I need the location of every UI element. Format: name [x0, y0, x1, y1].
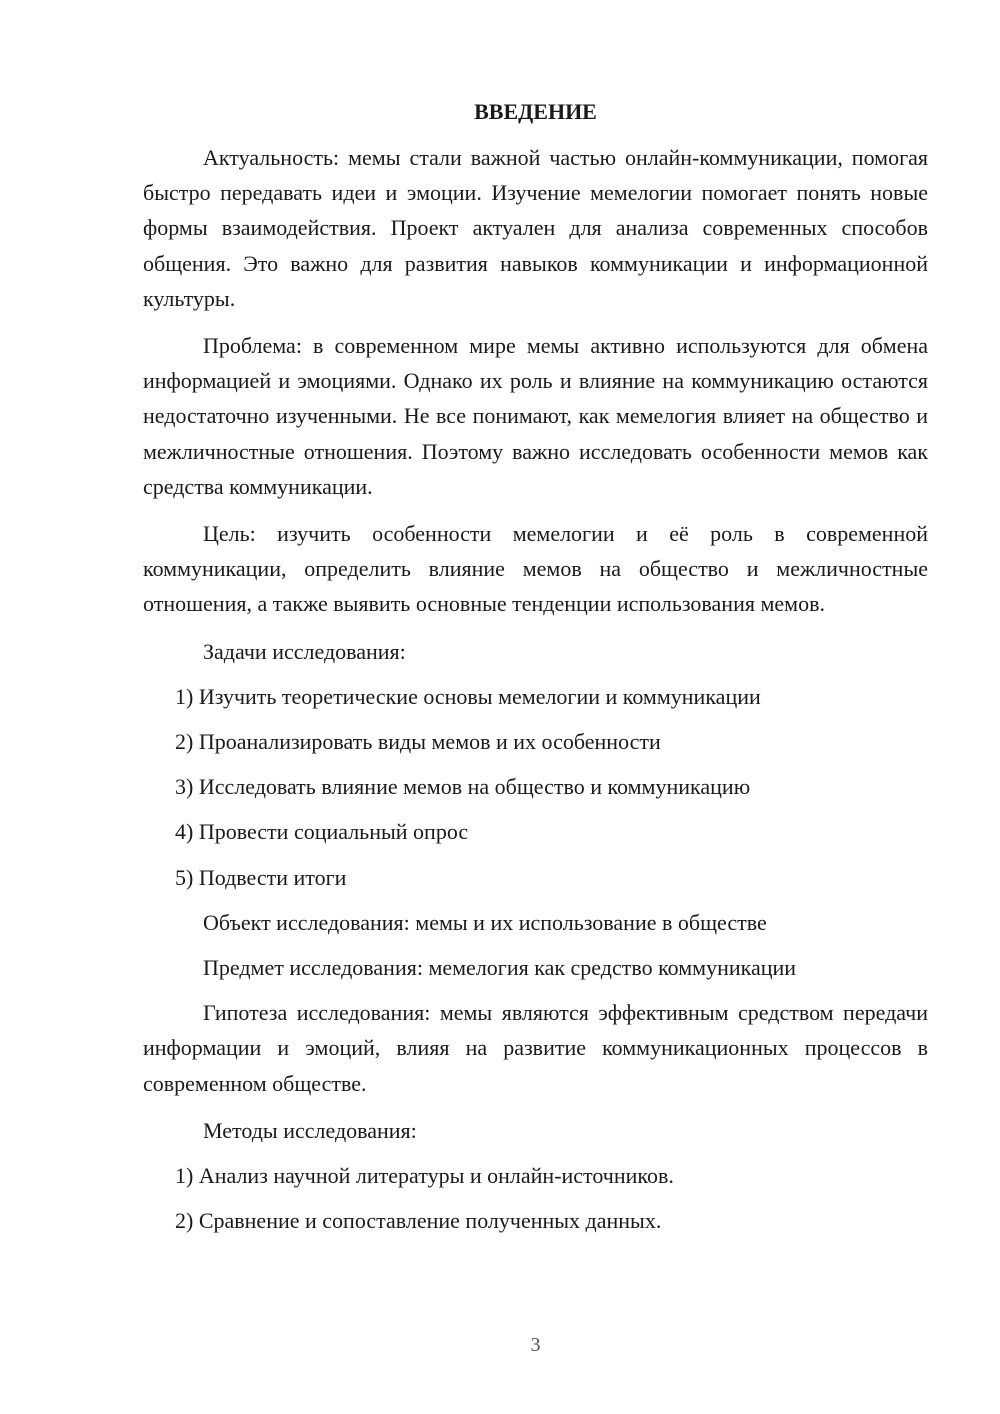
- method-item-2: 2) Сравнение и сопоставление полученных данных.: [175, 1208, 662, 1234]
- task-item-3: 3) Исследовать влияние мемов на общество и коммуникацию: [175, 774, 751, 800]
- methods-heading: Методы исследования:: [203, 1117, 417, 1143]
- task-item-5: 5) Подвести итоги: [175, 864, 347, 890]
- method-item-1: 1) Анализ научной литературы и онлайн-источников.: [175, 1163, 674, 1189]
- task-item-4: 4) Провести социальный опрос: [175, 819, 469, 845]
- research-subject: Предмет исследования: мемелогия как средство коммуникации: [203, 955, 797, 981]
- page-number: 3: [530, 1334, 541, 1356]
- task-item-1: 1) Изучить теоретические основы мемелогии и коммуникации: [175, 683, 761, 709]
- research-object: Объект исследования: мемы и их использование в обществе: [203, 909, 767, 935]
- page-title: ВВЕДЕНИЕ: [474, 99, 597, 124]
- relevance-paragraph: Актуальность: мемы стали важной частью онлайн-коммуникации, помогая быстро передавать идеи и эмоции. Изучение мемелогии помогает понять новые формы взаимодействия. Проект актуален для анализа современных способов общения. Это важно для развития навыков коммуникации и информационной культуры.: [143, 145, 928, 311]
- task-item-2: 2) Проанализировать виды мемов и их особенности: [175, 729, 661, 755]
- tasks-heading: Задачи исследования:: [203, 638, 406, 664]
- goal-paragraph: Цель: изучить особенности мемелогии и её роль в современной коммуникации, определить влияние мемов на общество и межличностные отношения, а также выявить основные тенденции использования мемов.: [143, 521, 928, 617]
- problem-paragraph: Проблема: в современном мире мемы активно используются для обмена информацией и эмоциями. Однако их роль и влияние на коммуникацию остаются недостаточно изученными. Не все понимают, как мемелогия влияет на общество и межличностные отношения. Поэтому важно исследовать особенности мемов как средства коммуникации.: [143, 333, 928, 499]
- hypothesis-paragraph: Гипотеза исследования: мемы являются эффективным средством передачи информации и эмоций, влияя на развитие коммуникационных процессов в современном обществе.: [143, 1000, 928, 1096]
